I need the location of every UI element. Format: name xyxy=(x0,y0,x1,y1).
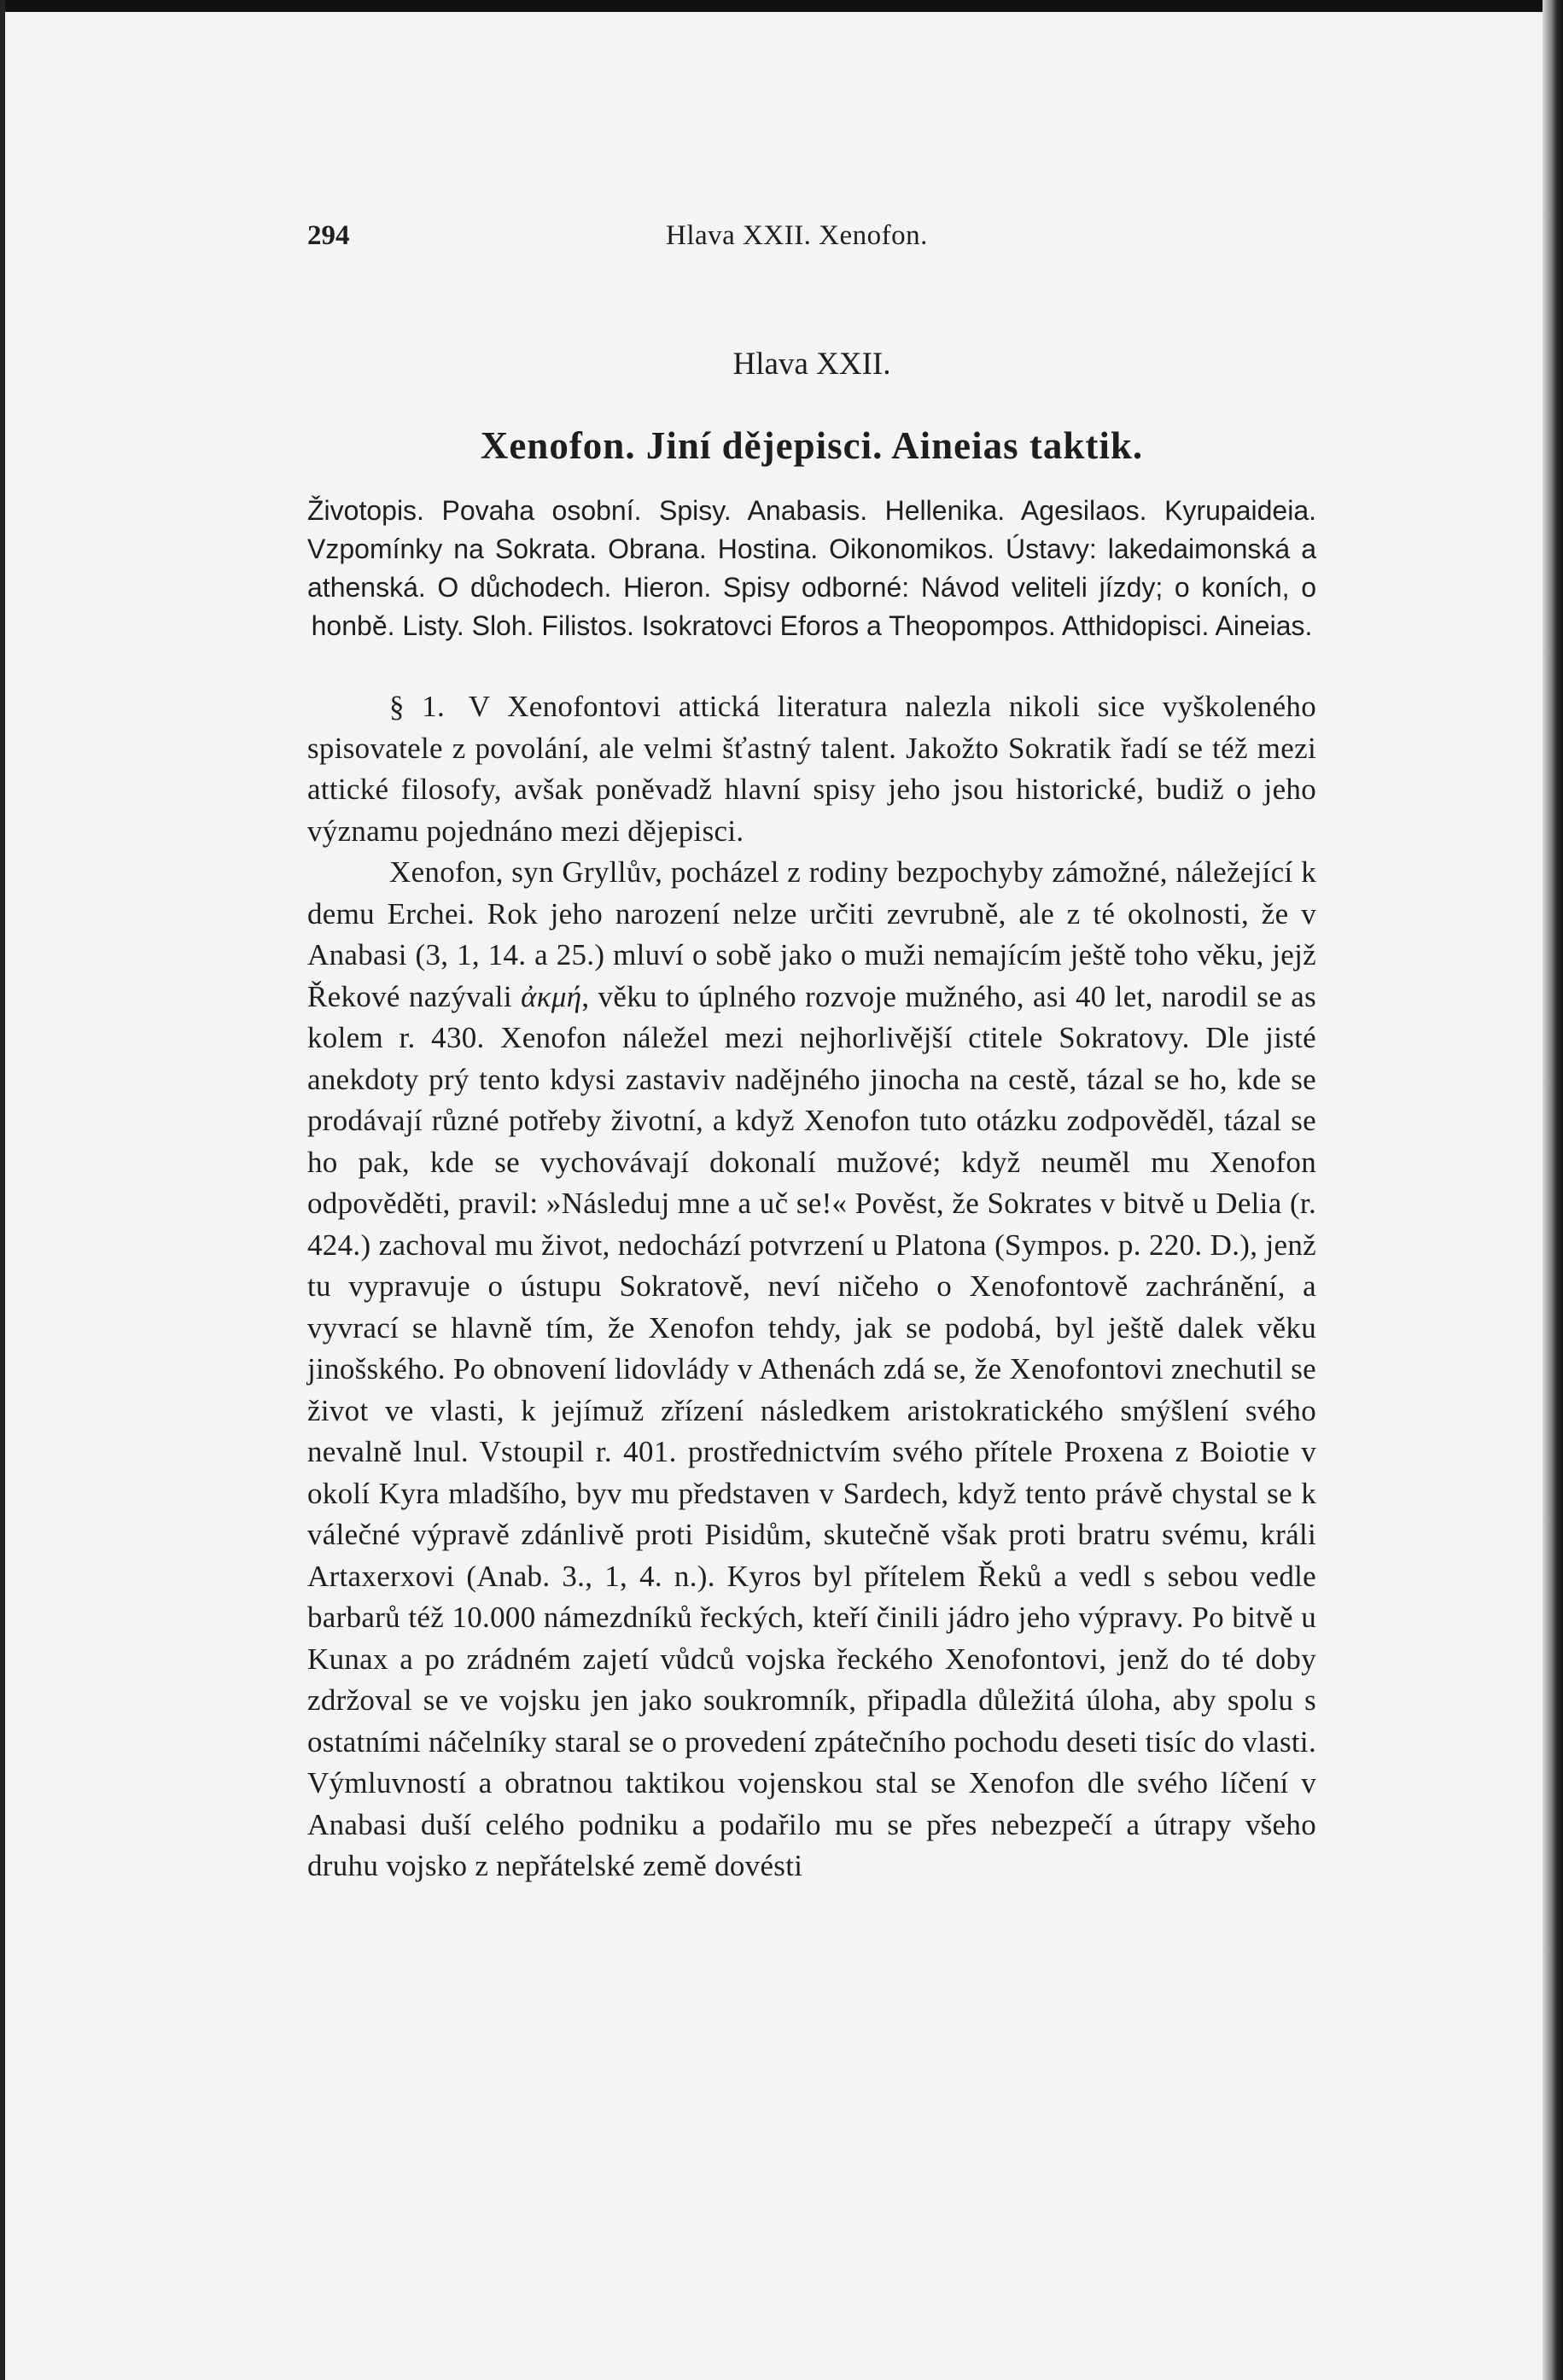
running-head: Hlava XXII. Xenofon. xyxy=(666,220,928,251)
paragraph-2 xyxy=(307,852,1316,1887)
page-number: 294 xyxy=(307,220,350,251)
page-content xyxy=(307,346,1316,1887)
paragraph-1 xyxy=(307,686,1316,852)
paragraph-2-text-b: , věku to úplného rozvoje mužného, asi 40 let, narodil se as kolem r. 430. Xenofon náležel mezi nejhorlivější ctitele Sokratovy. Dle jisté anekdoty prý tento kdysi zastaviv nadějného jinocha na cestě, tázal se ho, kde se prodávají různé potřeby životní, a když Xenofon tuto otázku zodpověděl, tázal se ho pak, kde se vychovávají dokonalí mužové; když neuměl mu Xenofon odpověděti, pravil: »Následuj mne a uč se!« Pověst, že Sokrates v bitvě u Delia (r. 424.) zachoval mu život, nedochází potvrzení u Platona (Sympos. p. 220. D.), jenž tu vypravuje o ústupu Sokratově, neví ničeho o Xenofontově zachránění, a vyvrací se hlavně tím, že Xenofon tehdy, jak se podobá, byl ještě dalek věku jinošského. Po obnovení lidovlády v Athenách zdá se, že Xenofontovi znechutil se život ve vlasti, k jejímuž zřízení následkem aristokratického smýšlení svého nevalně lnul. Vstoupil r. 401. prostřednictvím svého přítele Proxena z Boiotie v okolí Kyra mladšího, byv mu představen v Sardech, když tento právě chystal se k válečné výpravě zdánlivě proti Pisidům, skutečně však proti bratru svému, králi Artaxerxovi (Anab. 3., 1, 4. n.). Kyros byl přítelem Řeků a vedl s sebou vedle barbarů též 10.000 námezdníků řeckých, kteří činili jádro jeho výpravy. Po bitvě u Kunax a po zrádném zajetí vůdců vojska řeckého Xenofontovi, jenž do té doby zdržoval se ve vojsku jen jako soukromník, připadla důležitá úloha, aby spolu s ostatními náčelníky staral se o provedení zpátečního pochodu deseti tisíc do vlasti. Výmluvností a obratnou taktikou vojenskou stal se Xenofon dle svého líčení v Anabasi duší celého podniku a podařilo mu se přes nebezpečí a útrapy všeho druhu vojsko z nepřátelské země dovésti xyxy=(307,979,1316,1882)
scan-edge-top xyxy=(0,0,1563,12)
paragraph-2-text-a: Xenofon, syn Gryllův, pocházel z rodiny bezpochyby zámožné, náležející k demu Erchei. Rok jeho narození nelze určiti zevrubně, ale z té okolnosti, že v Anabasi (3, 1, 14. a 25.) mluví o sobě jako o muži nemajícím ještě toho věku, jejž Řekové nazývali xyxy=(307,855,1316,1013)
section-sign: § 1. xyxy=(389,690,446,723)
chapter-title: Xenofon. Jiní dějepisci. Aineias taktik. xyxy=(480,424,1144,467)
paragraph-1-text: V Xenofontovi attická literatura nalezla nikoli sice vyškoleného spisovatele z povolání, ale velmi šťastný talent. Jakožto Sokratik řadí se též mezi attické filosofy, avšak poněvadž hlavní spisy jeho jsou historické, budiž o jeho významu pojednáno mezi dějepisci. xyxy=(307,690,1317,848)
scan-edge-right xyxy=(1543,0,1563,2380)
greek-word: ἀκμή xyxy=(521,979,582,1013)
chapter-label: Hlava XXII. xyxy=(732,347,891,382)
scan-edge-left xyxy=(0,0,5,2380)
body-text xyxy=(307,686,1316,1887)
page-header xyxy=(307,220,1320,263)
chapter-summary: Životopis. Povaha osobní. Spisy. Anabasis. Hellenika. Agesilaos. Kyrupaideia. Vzpomínky na Sokrata. Obrana. Hostina. Oikonomikos. Ústavy: lakedaimonská a athenská. O důchodech. Hieron. Spisy odborné: Návod veliteli jízdy; o koních, o honbě. Listy. Sloh. Filistos. Isokratovci Eforos a Theopompos. Atthidopisci. Aineias. xyxy=(307,495,1316,641)
